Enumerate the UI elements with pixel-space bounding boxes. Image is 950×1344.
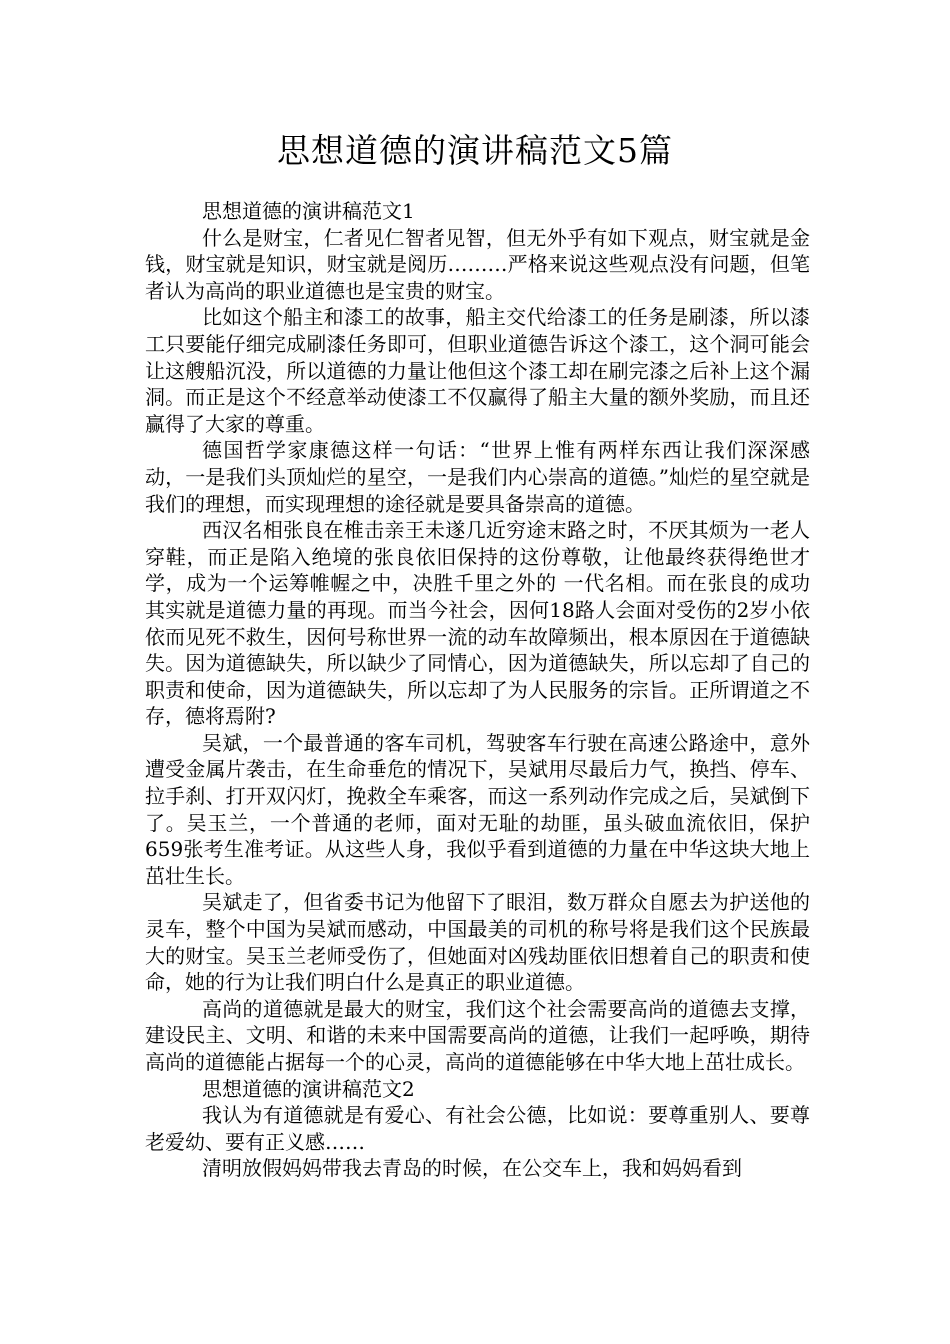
paragraph: 比如这个船主和漆工的故事，船主交代给漆工的任务是刷漆，所以漆工只要能仔细完成刷漆任务即可，但职业道德告诉这个漆工，这个洞可能会让这艘船沉没，所以道德的力量让他但这个漆工却在刷完漆之后补上这个漏洞。而正是这个不经意举动使漆工不仅赢得了船主大量的额外奖励，而且还赢得了大家的尊重。 xyxy=(145,305,810,436)
section-heading: 思想道德的演讲稿范文2 xyxy=(202,1076,415,1101)
section-heading: 思想道德的演讲稿范文1 xyxy=(202,199,415,223)
paragraph: 西汉名相张良在椎击亲王未遂几近穷途末路之时，不厌其烦为一老人穿鞋，而正是陷入绝境的张良依旧保持的这份尊敬，让他最终获得绝世才学，成为一个运筹帷幄之中，决胜千里之外的 一代名相。而在张良的成功其实就是道德力量的再现。而当今社会，因何18路人会面对受伤的2岁小依依而见死不救生，因何号称世界一流的动车故障频出，根本原因在于道德缺失。因为道德缺失，所以缺少了同情心，因为道德缺失，所以忘却了自己的职责和使命，因为道德缺失，所以忘却了为人民服务的宗旨。正所谓道之不存，德将焉附? xyxy=(145,518,810,729)
paragraph: 什么是财宝，仁者见仁智者见智，但无外乎有如下观点，财宝就是金钱，财宝就是知识，财宝就是阅历………严格来说这些观点没有问题，但笔者认为高尚的职业道德也是宝贵的财宝。 xyxy=(145,225,810,303)
document-body xyxy=(145,198,810,1182)
document-title: 思想道德的演讲稿范文5篇 xyxy=(277,131,673,170)
paragraph: 清明放假妈妈带我去青岛的时候，在公交车上，我和妈妈看到 xyxy=(202,1156,742,1181)
paragraph: 高尚的道德就是最大的财宝，我们这个社会需要高尚的道德去支撑，建设民主、文明、和谐的未来中国需要高尚的道德，让我们一起呼唤，期待高尚的道德能占据每一个的心灵，高尚的道德能够在中华大地上茁壮成长。 xyxy=(145,996,810,1074)
paragraph: 我认为有道德就是有爱心、有社会公德，比如说：要尊重别人、要尊老爱幼、要有正义感…… xyxy=(145,1103,810,1154)
paragraph: 吴斌走了，但省委书记为他留下了眼泪，数万群众自愿去为护送他的灵车，整个中国为吴斌而感动，中国最美的司机的称号将是我们这个民族最大的财宝。吴玉兰老师受伤了，但她面对凶残劫匪依旧想着自己的职责和使命，她的行为让我们明白什么是真正的职业道德。 xyxy=(145,890,810,995)
paragraph: 吴斌，一个最普通的客车司机，驾驶客车行驶在高速公路途中，意外遭受金属片袭击，在生命垂危的情况下，吴斌用尽最后力气，换挡、停车、拉手刹、打开双闪灯，挽救全车乘客，而这一系列动作完成之后，吴斌倒下了。吴玉兰，一个普通的老师，面对无耻的劫匪，虽头破血流依旧，保护659张考生准考证。从这些人身，我似乎看到道德的力量在中华这块大地上茁壮生长。 xyxy=(145,730,810,888)
paragraph: 德国哲学家康德这样一句话：“世界上惟有两样东西让我们深深感动，一是我们头顶灿烂的星空，一是我们内心崇高的道德。”灿烂的星空就是我们的理想，而实现理想的途径就是要具备崇高的道德。 xyxy=(145,438,810,516)
